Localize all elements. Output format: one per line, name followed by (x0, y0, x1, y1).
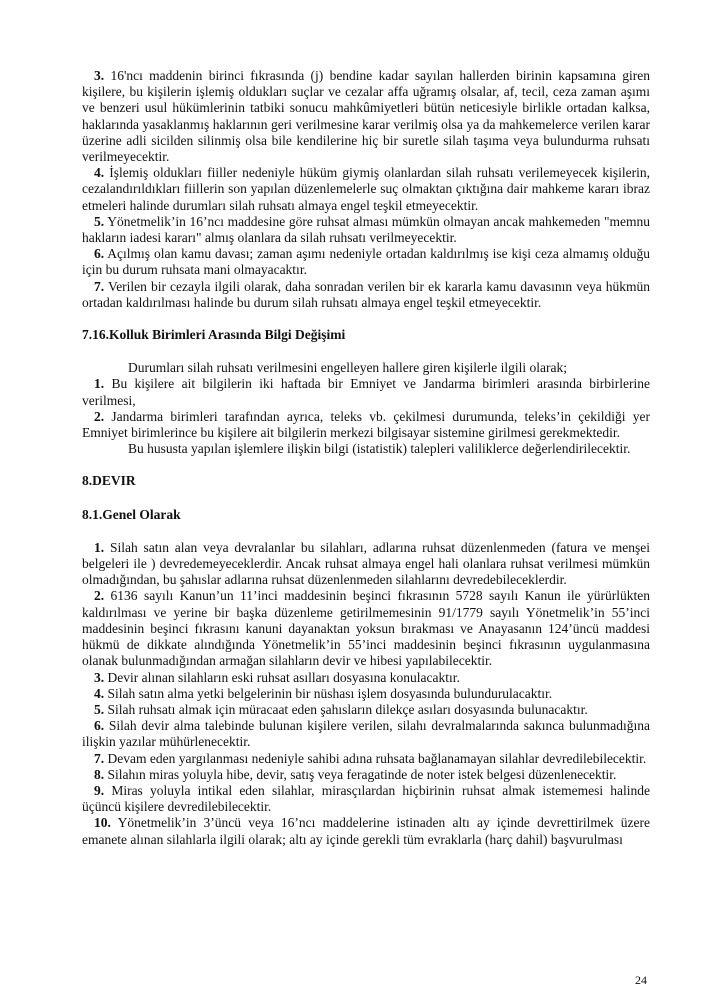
section-81-heading: 8.1.Genel Olarak (82, 506, 181, 522)
section-81-item-9: 9. Miras yoluyla intikal eden silahlar, mirasçılardan hiçbirinin ruhsat almak istememesi halinde üçüncü kişilere devredilebilecektir. (82, 782, 651, 815)
section-81-item-2: 2. 6136 sayılı Kanun’un 11’inci maddesinin beşinci fıkrasının 5728 sayılı Kanun ile yürürlükten kaldırılması ve yerine bir başka düzenleme getirilmemesinin 91/1779 sayılı Yönetmelik’in 55’inci maddesinin beşinci fıkrasını kanuni dayanaktan yoksun bırakması ve Anayasanın 124’üncü maddesi hükmü de dikkate alındığında Yönetmelik’in 55’inci maddesinin beşinci fıkrasının uygulanmasına olanak bulunmadığından armağan silahların devir ve hibesi yapılabilecektir. (82, 588, 650, 669)
block1 (82, 68, 650, 311)
section-716-item-2: 2. Jandarma birimleri tarafından ayrıca, teleks vb. çekilmesi durumunda, teleks’in çekildiği yer Emniyet birimlerince bu kişilere ait bilgilerin merkezi bilgisayar sistemine girilmesi gerekmektedir. (82, 408, 650, 441)
section-8-heading: 8.DEVIR (82, 473, 136, 489)
paragraph-item-3: 3. 16'ncı maddenin birinci fıkrasında (j) bendine kadar sayılan hallerden birinin kapsamına giren kişilere, bu kişilerin işlemiş oldukları suçlar ve cezalar affa uğramış olsalar, af, tecil, ceza zaman aşımı ve benzeri usul hükümlerinin tatbiki sonucu mahkûmiyetleri bütün neticesiyle birlikle ortadan kalksa, haklarında yasaklanmış haklarının geri verilmesine karar verilmiş olsa ya da mahkemelerce verilen karar üzerine adli sicilden silinmiş olsa bile kendilerine hiç bir suretle silah taşıma veya bulundurma ruhsatı verilmeyecektir. (82, 68, 651, 165)
section-716-closing: Bu hususta yapılan işlemlere ilişkin bilgi (istatistik) talepleri valiliklerce değerlendirilecektir. (128, 441, 631, 457)
paragraph-item-7: 7. Verilen bir cezayla ilgili olarak, daha sonradan verilen bir ek kararla kamu davasının veya hükmün ortadan kaldırılması halinde bu durum silah ruhsatı almaya engel teşkil etmeyecektir. (82, 278, 650, 310)
section-81-item-8: 8. Silahın miras yoluyla hibe, devir, satış veya feragatinde de noter istek belgesi düzenlenecektir. (94, 766, 617, 782)
section-81-body (82, 540, 650, 848)
section-716-item-1: 1. Bu kişilere ait bilgilerin iki haftada bir Emniyet ve Jandarma birimleri arasında birbirlerine verilmesi, (82, 376, 651, 408)
section-81-item-3: 3. Devir alınan silahların eski ruhsat asılları dosyasına konulacaktır. (94, 669, 460, 685)
section-716-body (82, 360, 650, 457)
paragraph-item-5: 5. Yönetmelik’in 16’ncı maddesine göre ruhsat alması mümkün olmayan ancak mahkemeden "memnu hakların iadesi kararı" almış olanlara da silah ruhsatı verilmeyecektir. (82, 213, 651, 246)
section-81-item-5: 5. Silah ruhsatı almak için müracaat eden şahısların dilekçe asıları dosyasında bulunacaktır. (94, 701, 588, 717)
section-81-item-6: 6. Silah devir alma talebinde bulunan kişilere verilen, silahı devralmalarında sakınca bulunmadığına ilişkin yazılar mühürlenecektir. (82, 718, 650, 750)
section-81-item-10: 10. Yönetmelik’in 3’üncü veya 16’ncı maddelerine istinaden altı ay içinde devrettirilmek üzere emanete alınan silahlarla ilgili olarak; altı ay içinde gerekli tüm evraklarla (harç dahil) başvurulması (82, 815, 651, 847)
paragraph-item-4: 4. İşlemiş oldukları fiiller nedeniyle hüküm giymiş olanlardan silah ruhsatı verilemeyecek kişilerin, cezalandırıldıkları fiillerin son yapılan düzenlemelerle suç olmaktan çıktığına dair mahkeme kararı ibraz etmeleri halinde durumları silah ruhsatı almaya engel teşkil etmeyecektir. (82, 165, 651, 213)
section-716-intro: Durumları silah ruhsatı verilmesini engelleyen hallere giren kişilerle ilgili olarak; (128, 360, 567, 376)
paragraph-item-6: 6. Açılmış olan kamu davası; zaman aşımı nedeniyle ortadan kaldırılmış ise kişi ceza almamış olduğu için bu durum ruhsata mani olmayacaktır. (82, 246, 650, 278)
section-81-item-7: 7. Devam eden yargılanması nedeniyle sahibi adına ruhsata bağlanamayan silahlar devredilebilecektir. (94, 750, 647, 766)
section-81-item-1: 1. Silah satın alan veya devralanlar bu silahları, adlarına ruhsat düzenlenmeden (fatura ve menşei belgeleri ile ) devredemeyeceklerdir. Ancak ruhsat almaya engel hali olanlara ruhsat verilmesi mümkün olmadığından, bu şahıslar adlarına ruhsat düzenlenmeden silahlarını devredebileceklerdir. (82, 539, 651, 588)
section-81-item-4: 4. Silah satın alma yetki belgelerinin bir nüshası işlem dosyasında bulundurulacaktır. (94, 685, 553, 701)
page-number: 24 (635, 973, 647, 987)
section-716-heading: 7.16.Kolluk Birimleri Arasında Bilgi Değişimi (82, 327, 346, 343)
